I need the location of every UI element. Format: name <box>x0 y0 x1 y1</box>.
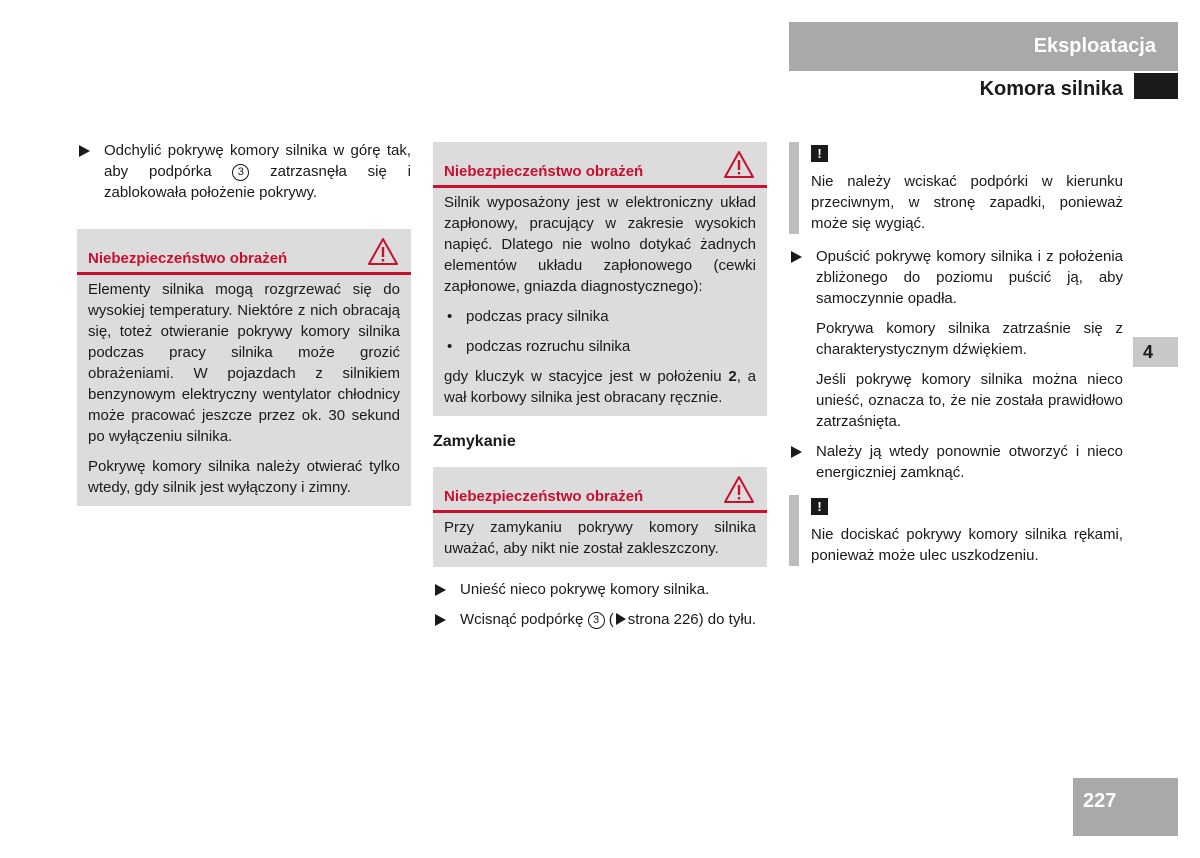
text-fragment: gdy kluczyk w stacyjce jest w położeniu <box>444 368 722 385</box>
note-bar <box>789 142 799 234</box>
bullet-list <box>444 306 756 357</box>
warning-title: Niebezpieczeństwo obrażeń <box>444 488 644 505</box>
chapter-number: 4 <box>1143 342 1154 362</box>
page-reference-arrow-icon <box>616 613 626 625</box>
exclamation-icon: ! <box>811 498 828 515</box>
text-fragment: , a wał korbowy silnika jest obracany ręcznie. <box>444 368 756 406</box>
callout-number: 3 <box>232 164 249 181</box>
warning-box <box>77 229 411 506</box>
key-position: 2 <box>728 368 737 385</box>
paragraph: Jeśli pokrywę komory silnika można nieco unieść, oznacza to, że nie została prawidłowo zatrzaśnięta. <box>816 371 1123 430</box>
section-heading: Zamykanie <box>433 433 516 450</box>
instruction-step <box>433 579 767 600</box>
warning-title: Niebezpieczeństwo obrażeń <box>88 250 288 267</box>
warning-paragraph: Pokrywę komory silnika należy otwierać tylko wtedy, gdy silnik jest wyłączony i zimny. <box>88 458 400 496</box>
instruction-step <box>789 246 1123 309</box>
column-middle <box>433 142 767 639</box>
caution-note <box>789 495 1123 566</box>
step-text: Wcisnąć podpórkę <box>460 611 584 628</box>
step-text: Opuścić pokrywę komory silnika i z położenia zbliżonego do poziomu puścić ją, aby samoczynnie opadła. <box>816 248 1123 307</box>
step-arrow-icon <box>791 251 802 263</box>
page-number: 227 <box>1083 790 1117 812</box>
warning-paragraph: Elementy silnika mogą rozgrzewać się do wysokiej temperatury. Niektóre z nich obracają się, toteż otwieranie pokrywy komory silnika podczas pracy silnika może grozić obrażeniami. W pojazdach z silnikiem benzynowym elektryczny wentylator chłodnicy może pracować jeszcze przez ok. 30 sekund po wyłączeniu silnika. <box>88 281 400 445</box>
warning-triangle-icon <box>723 475 755 504</box>
chapter-tab <box>1133 337 1178 367</box>
callout-number: 3 <box>588 612 605 629</box>
step-arrow-icon <box>435 614 446 626</box>
exclamation-icon: ! <box>811 145 828 162</box>
step-text: Odchylić pokrywę komory silnika w górę tak, aby podpórka <box>104 142 411 180</box>
step-text: zatrzasnęła się i zablokowała położenie pokrywy. <box>104 163 411 201</box>
warning-box <box>433 142 767 416</box>
note-text: Nie należy wciskać podpórki w kierunku przeciwnym, w stronę zapadki, ponieważ może się wygiąć. <box>811 173 1123 232</box>
page-reference-link[interactable]: strona 226) do tyłu. <box>627 611 757 628</box>
warning-body <box>433 188 767 416</box>
section-title: Eksploatacja <box>1033 35 1156 57</box>
step-text: Unieść nieco pokrywę komory silnika. <box>460 581 710 598</box>
warning-box <box>433 467 767 567</box>
paragraph: Pokrywa komory silnika zatrzaśnie się z charakterystycznym dźwiękiem. <box>816 320 1123 358</box>
instruction-step <box>433 609 767 630</box>
instruction-step <box>77 140 411 203</box>
note-text: Nie dociskać pokrywy komory silnika rękami, ponieważ może ulec uszkodzeniu. <box>811 526 1123 564</box>
section-header <box>789 22 1178 71</box>
warning-body <box>77 275 411 506</box>
warning-paragraph: Przy zamykaniu pokrywy komory silnika uważać, aby nikt nie został zakleszczony. <box>444 519 756 557</box>
instruction-step <box>789 441 1123 483</box>
column-left <box>77 140 411 521</box>
warning-body <box>433 513 767 567</box>
warning-title: Niebezpieczeństwo obrażeń <box>444 163 644 180</box>
note-bar <box>789 495 799 566</box>
warning-paragraph <box>444 366 756 408</box>
list-item: • podczas pracy silnika <box>444 306 756 327</box>
step-arrow-icon <box>791 446 802 458</box>
text-fragment: ( <box>608 611 614 628</box>
warning-header <box>77 229 411 275</box>
page-number-box <box>1073 778 1178 836</box>
warning-paragraph: Silnik wyposażony jest w elektroniczny układ zapłonowy, pracujący w zakresie wysokich napięć. Dlatego nie wolno dotykać żadnych elementów układu zapłonowego (cewki zapłonowe, gniazda diagnostycznego): <box>444 194 756 295</box>
column-right <box>789 142 1123 575</box>
step-arrow-icon <box>79 145 90 157</box>
warning-header <box>433 142 767 188</box>
list-item: • podczas rozruchu silnika <box>444 336 756 357</box>
subsection-marker <box>1134 73 1178 99</box>
warning-triangle-icon <box>723 150 755 179</box>
step-arrow-icon <box>435 584 446 596</box>
step-text: Należy ją wtedy ponownie otworzyć i nieco energiczniej zamknąć. <box>816 443 1123 481</box>
warning-triangle-icon <box>367 237 399 266</box>
warning-header <box>433 467 767 513</box>
caution-note <box>789 142 1123 234</box>
subsection-title: Komora silnika <box>979 78 1123 100</box>
